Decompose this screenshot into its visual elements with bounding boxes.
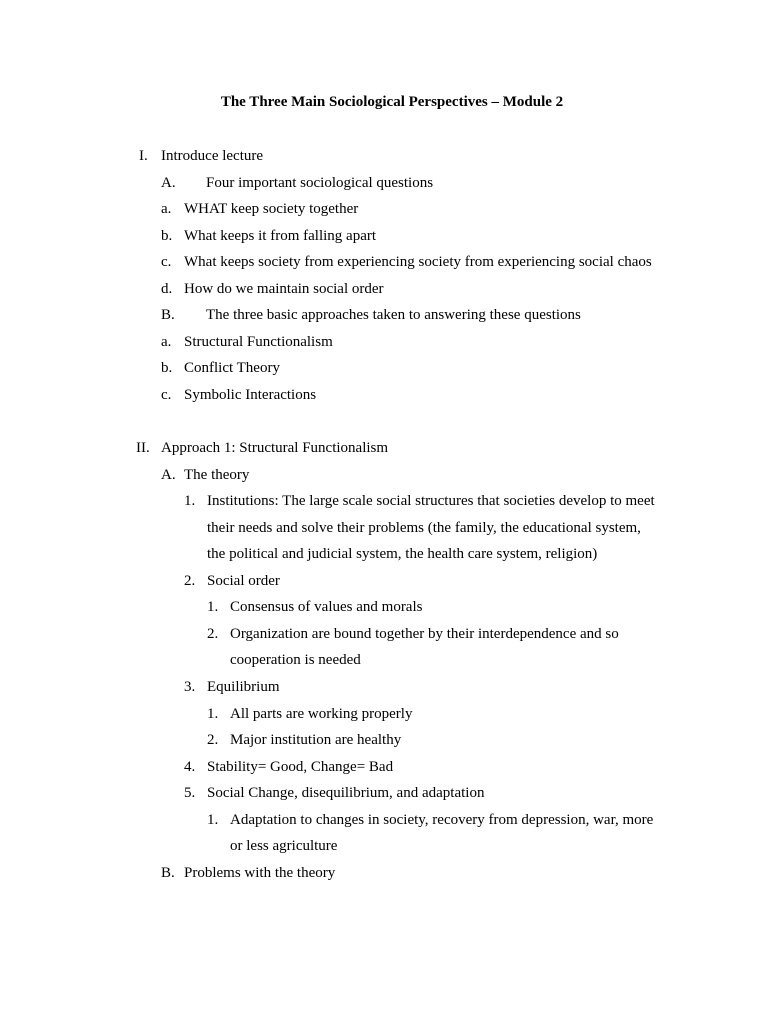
list-item-text: How do we maintain social order [184,281,384,297]
list-item-marker: a. [161,201,172,217]
list-item-text: Social Change, disequilibrium, and adaptation [207,785,485,801]
list-item-text: Equilibrium [207,679,280,695]
list-item-text: What keeps it from falling apart [184,228,377,244]
list-item-text: Consensus of values and morals [230,599,423,615]
list-item-text: WHAT keep society together [184,201,359,217]
list-item-marker: a. [161,334,172,350]
section-2-sub-b-text: Problems with the theory [184,865,336,881]
section-2-marker: II. [136,440,150,456]
list-item-marker: 2. [207,732,219,748]
section-2-sub-a-marker: A. [161,467,176,483]
list-item-marker: c. [161,387,172,403]
list-item-text: Organization are bound together by their interdependence and so [230,626,619,642]
list-item-text: Adaptation to changes in society, recovery from depression, war, more [230,812,654,828]
section-1-title: Introduce lecture [161,148,264,164]
list-item-marker: 2. [184,573,196,589]
list-item-marker: b. [161,360,173,376]
section-2-sub-b-marker: B. [161,865,175,881]
list-item-text: Symbolic Interactions [184,387,317,403]
section-1-marker: I. [139,148,148,164]
list-item-text: Stability= Good, Change= Bad [207,759,394,775]
list-item-text: their needs and solve their problems (the family, the educational system, [207,520,641,536]
list-item-marker: d. [161,281,173,297]
list-item-marker: c. [161,254,172,270]
list-item-text: Institutions: The large scale social structures that societies develop to meet [207,493,655,509]
section-1-sub-b-text: The three basic approaches taken to answering these questions [206,307,581,323]
list-item-text: or less agriculture [230,838,338,854]
section-2-sub-a-text: The theory [184,467,250,483]
list-item-marker: 1. [207,812,219,828]
document-title: The Three Main Sociological Perspectives – Module 2 [220,94,564,110]
list-item-marker: 1. [184,493,196,509]
list-item-text: What keeps society from experiencing society from experiencing social chaos [184,254,652,270]
list-item-text: Social order [207,573,280,589]
section-2-title: Approach 1: Structural Functionalism [161,440,389,456]
list-item-text: All parts are working properly [230,706,413,722]
list-item-text: Structural Functionalism [184,334,333,350]
list-item-text: cooperation is needed [230,652,361,668]
list-item-marker: 1. [207,599,219,615]
list-item-marker: 4. [184,759,196,775]
section-1-sub-b-marker: B. [161,307,175,323]
list-item-marker: 3. [184,679,196,695]
list-item-marker: b. [161,228,173,244]
list-item-text: Conflict Theory [184,360,280,376]
section-1-sub-a-marker: A. [161,175,176,191]
list-item-marker: 5. [184,785,196,801]
list-item-marker: 2. [207,626,219,642]
list-item-text: the political and judicial system, the health care system, religion) [207,546,598,562]
list-item-marker: 1. [207,706,219,722]
section-1-sub-a-text: Four important sociological questions [206,175,434,191]
list-item-text: Major institution are healthy [230,732,402,748]
